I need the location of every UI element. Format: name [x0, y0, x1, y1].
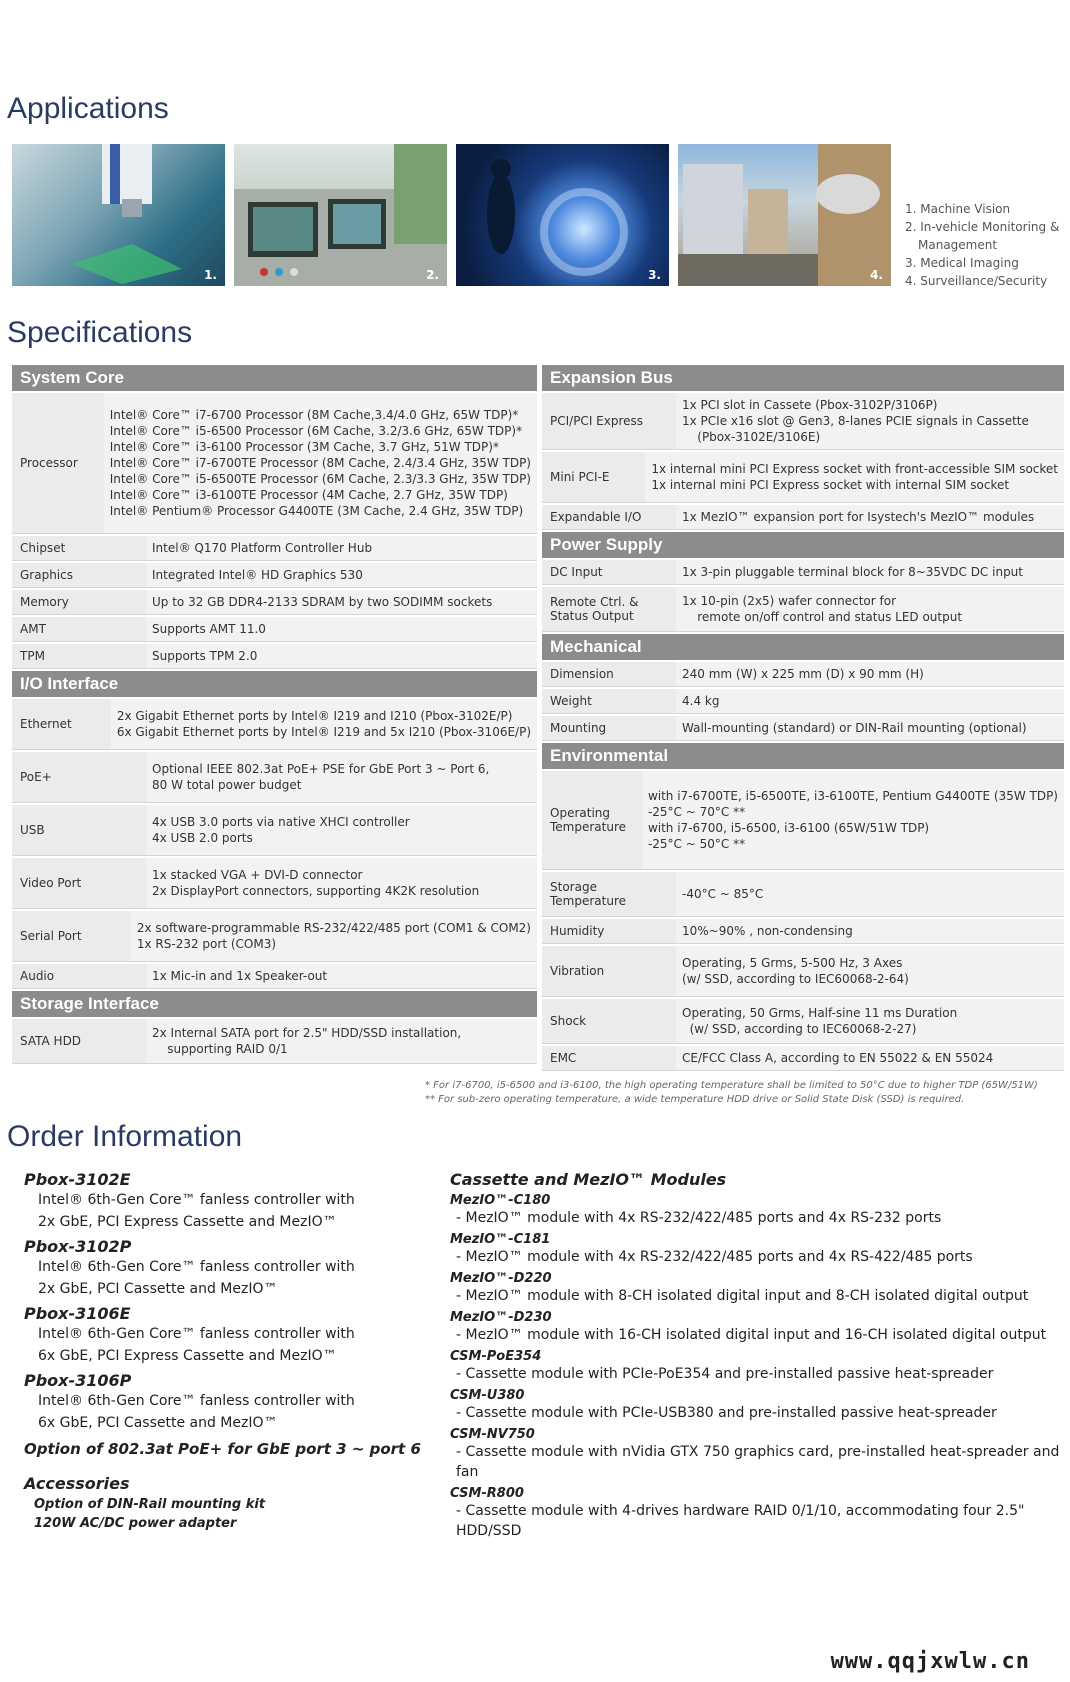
- order-products: [24, 1166, 424, 1531]
- spec-label: Mounting: [542, 716, 676, 740]
- spec-value-line: CE/FCC Class A, according to EN 55022 & EN 55024: [682, 1051, 994, 1065]
- spec-label: Storage Temperature: [542, 872, 676, 916]
- spec-label: EMC: [542, 1046, 676, 1070]
- medical-imaging-photo: [456, 144, 669, 286]
- spec-value: [676, 946, 1064, 996]
- spec-value: [146, 563, 537, 587]
- spec-value-line: 2x Gigabit Ethernet ports by Intel® I219 and I210 (Pbox-3102E/P): [116, 709, 513, 723]
- spec-label: Audio: [12, 964, 146, 988]
- product-name: Pbox-3106P: [24, 1371, 132, 1390]
- spec-label: Memory: [12, 590, 146, 614]
- spec-row: [12, 805, 537, 856]
- spec-label: Operating Temperature: [542, 771, 642, 869]
- module-name: CSM-U380: [450, 1388, 525, 1403]
- spec-value-line: Supports TPM 2.0: [152, 649, 258, 663]
- spec-label: Vibration: [542, 946, 676, 996]
- spec-row: [12, 911, 537, 962]
- machine-vision-photo: [12, 144, 225, 286]
- product-desc: Intel® 6th-Gen Core™ fanless controller with: [38, 1326, 355, 1342]
- spec-row: [542, 452, 1064, 503]
- spec-value: [642, 771, 1064, 869]
- poe-option: Option of 802.3at PoE+ for GbE port 3 ~ port 6: [24, 1440, 421, 1458]
- spec-value-line: 4.4 kg: [682, 694, 720, 708]
- spec-value-line: Wall-mounting (standard) or DIN-Rail mounting (optional): [682, 721, 1027, 735]
- app-item: Management: [918, 238, 998, 252]
- spec-value-line: Operating, 50 Grms, Half-sine 11 ms Duration: [682, 1006, 958, 1020]
- spec-value: [111, 699, 537, 749]
- spec-value-line: Up to 32 GB DDR4-2133 SDRAM by two SODIMM sockets: [152, 595, 493, 609]
- spec-value-line: -40°C ~ 85°C: [682, 887, 764, 901]
- spec-value-line: 1x RS-232 port (COM3): [136, 937, 277, 951]
- spec-value-line: Intel® Pentium® Processor G4400TE (3M Cache, 2.4 GHz, 35W TDP): [109, 504, 524, 518]
- spec-value: [676, 1046, 1064, 1070]
- spec-value-line: 1x 10-pin (2x5) wafer connector for: [682, 594, 897, 608]
- spec-row: [12, 617, 537, 642]
- accessories-title: Accessories: [24, 1474, 130, 1493]
- spec-footnotes: [425, 1079, 1038, 1107]
- spec-value-line: Operating, 5 Grms, 5-500 Hz, 3 Axes: [682, 956, 903, 970]
- spec-value-line: 1x internal mini PCI Express socket with internal SIM socket: [651, 478, 1010, 492]
- spec-value: [104, 393, 537, 533]
- spec-value-line: 4x USB 3.0 ports via native XHCI controller: [152, 815, 410, 829]
- spec-value-line: Intel® Q170 Platform Controller Hub: [152, 541, 373, 555]
- app-item: 4. Surveillance/Security: [905, 274, 1048, 288]
- spec-value-line: 2x software-programmable RS-232/422/485 port (COM1 & COM2): [136, 921, 531, 935]
- spec-row: [12, 858, 537, 909]
- app-item: 2. In-vehicle Monitoring &: [905, 220, 1060, 234]
- spec-value: [146, 536, 537, 560]
- photo-number: 2.: [426, 268, 439, 282]
- spec-value-line: 1x PCIe x16 slot @ Gen3, 8-lanes PCIE signals in Cassette: [682, 414, 1029, 428]
- watermark: www.qqjxwlw.cn: [830, 1649, 1030, 1674]
- spec-label: PoE+: [12, 752, 146, 802]
- spec-value: [676, 689, 1064, 713]
- product-name: Pbox-3106E: [24, 1304, 131, 1323]
- spec-value-line: with i7-6700, i5-6500, i3-6100 (65W/51W TDP): [647, 821, 930, 835]
- photo-number: 3.: [648, 268, 661, 282]
- spec-row: [12, 563, 537, 588]
- spec-value-line: 1x PCI slot in Cassete (Pbox-3102P/3106P): [682, 398, 938, 412]
- spec-row: [12, 964, 537, 989]
- footnote: ** For sub-zero operating temperature, a wide temperature HDD drive or Solid State Disk (SSD) is required.: [425, 1094, 965, 1105]
- spec-label: Shock: [542, 999, 676, 1043]
- module-desc: - MezIO™ module with 8-CH isolated digital input and 8-CH isolated digital output: [456, 1288, 1029, 1304]
- spec-label: Weight: [542, 689, 676, 713]
- spec-label: Graphics: [12, 563, 146, 587]
- photo-number: 1.: [204, 268, 217, 282]
- product-desc: 2x GbE, PCI Cassette and MezIO™: [38, 1281, 278, 1297]
- spec-value: [146, 1019, 537, 1063]
- surveillance-photo: [678, 144, 891, 286]
- spec-row: [542, 771, 1064, 870]
- spec-value-line: 80 W total power budget: [152, 778, 302, 792]
- spec-value-line: -25°C ~ 50°C **: [647, 837, 746, 851]
- product-desc: Intel® 6th-Gen Core™ fanless controller with: [38, 1192, 355, 1208]
- spec-value: [676, 662, 1064, 686]
- spec-row: [12, 644, 537, 669]
- spec-value-line: remote on/off control and status LED output: [682, 610, 963, 624]
- spec-value-line: Supports AMT 11.0: [152, 622, 266, 636]
- spec-value-line: 6x Gigabit Ethernet ports by Intel® I219 and 5x I210 (Pbox-3106E/P): [116, 725, 531, 739]
- product-name: Pbox-3102P: [24, 1237, 132, 1256]
- spec-value-line: 1x stacked VGA + DVI-D connector: [152, 868, 363, 882]
- module-desc: - Cassette module with PCIe-USB380 and pre-installed passive heat-spreader: [456, 1405, 997, 1421]
- section-header: Storage Interface: [12, 991, 537, 1017]
- in-vehicle-photo: [234, 144, 447, 286]
- module-name: CSM-PoE354: [450, 1349, 542, 1364]
- modules-title: Cassette and MezIO™ Modules: [450, 1170, 727, 1189]
- spec-label: Remote Ctrl. & Status Output: [542, 587, 676, 631]
- spec-value-line: -25°C ~ 70°C **: [647, 805, 746, 819]
- section-header: Mechanical: [542, 634, 1064, 660]
- spec-value-line: Intel® Core™ i3-6100TE Processor (4M Cache, 2.7 GHz, 35W TDP): [109, 488, 508, 502]
- spec-value-line: Optional IEEE 802.3at PoE+ PSE for GbE Port 3 ~ Port 6,: [152, 762, 490, 776]
- spec-value: [676, 919, 1064, 943]
- spec-row: [542, 872, 1064, 917]
- module-name: MezIO™-C180: [450, 1193, 551, 1208]
- section-header: I/O Interface: [12, 671, 537, 697]
- spec-value: [676, 393, 1064, 449]
- spec-row: [12, 1019, 537, 1064]
- module-name: CSM-NV750: [450, 1427, 535, 1442]
- spec-label: Serial Port: [12, 911, 131, 961]
- spec-label: USB: [12, 805, 146, 855]
- spec-value-line: Intel® Core™ i5-6500TE Processor (6M Cache, 2.3/3.3 GHz, 35W TDP): [109, 472, 531, 486]
- spec-row: [12, 699, 537, 750]
- spec-row: [542, 919, 1064, 944]
- spec-value: [676, 872, 1064, 916]
- spec-label: Dimension: [542, 662, 676, 686]
- spec-label: Mini PCI-E: [542, 452, 645, 502]
- spec-value-line: 2x Internal SATA port for 2.5" HDD/SSD installation,: [152, 1026, 462, 1040]
- spec-value: [676, 505, 1064, 529]
- product-desc: 2x GbE, PCI Express Cassette and MezIO™: [38, 1214, 337, 1230]
- section-header: System Core: [12, 365, 537, 391]
- module-name: MezIO™-C181: [450, 1232, 551, 1247]
- module-desc: - Cassette module with 4-drives hardware RAID 0/1/10, accommodating four 2.5" HDD/SSD: [456, 1503, 1025, 1539]
- spec-value: [146, 805, 537, 855]
- spec-value-line: (w/ SSD, according to IEC60068-2-27): [682, 1022, 917, 1036]
- spec-value: [676, 587, 1064, 631]
- module-desc: - MezIO™ module with 4x RS-232/422/485 ports and 4x RS-422/485 ports: [456, 1249, 973, 1265]
- spec-row: [542, 946, 1064, 997]
- spec-value-line: Intel® Core™ i5-6500 Processor (6M Cache, 3.2/3.6 GHz, 65W TDP)*: [109, 424, 523, 438]
- footnote: * For i7-6700, i5-6500 and i3-6100, the high operating temperature shall be limited to 50°C due to higher TDP (65W/51W): [425, 1080, 1038, 1091]
- module-name: CSM-R800: [450, 1486, 524, 1501]
- product-desc: 6x GbE, PCI Cassette and MezIO™: [38, 1415, 278, 1431]
- spec-value: [676, 560, 1064, 584]
- spec-value: [146, 858, 537, 908]
- section-header: Expansion Bus: [542, 365, 1064, 391]
- spec-row: [542, 716, 1064, 741]
- spec-value-line: 4x USB 2.0 ports: [152, 831, 253, 845]
- spec-value: [146, 617, 537, 641]
- spec-value-line: Intel® Core™ i7-6700TE Processor (8M Cache, 2.4/3.4 GHz, 35W TDP): [109, 456, 531, 470]
- spec-label: DC Input: [542, 560, 676, 584]
- spec-value-line: Integrated Intel® HD Graphics 530: [152, 568, 363, 582]
- accessory-item: Option of DIN-Rail mounting kit: [34, 1497, 266, 1512]
- order-title: Order Information: [7, 1120, 243, 1153]
- spec-value: [146, 644, 537, 668]
- spec-value-line: 1x internal mini PCI Express socket with front-accessible SIM socket: [651, 462, 1058, 476]
- spec-row: [542, 1046, 1064, 1071]
- spec-row: [12, 393, 537, 534]
- spec-row: [542, 999, 1064, 1044]
- spec-value: [146, 964, 537, 988]
- spec-value-line: (Pbox-3102E/3106E): [682, 430, 821, 444]
- product-desc: 6x GbE, PCI Express Cassette and MezIO™: [38, 1348, 337, 1364]
- spec-value: [676, 716, 1064, 740]
- module-desc: - MezIO™ module with 16-CH isolated digital input and 16-CH isolated digital output: [456, 1327, 1047, 1343]
- section-header: Power Supply: [542, 532, 1064, 558]
- spec-row: [542, 393, 1064, 450]
- spec-value: [131, 911, 537, 961]
- spec-label: Ethernet: [12, 699, 111, 749]
- spec-row: [542, 505, 1064, 530]
- spec-value-line: (w/ SSD, according to IEC60068-2-64): [682, 972, 909, 986]
- spec-row: [12, 590, 537, 615]
- section-header: Environmental: [542, 743, 1064, 769]
- spec-row: [542, 689, 1064, 714]
- spec-value-line: Intel® Core™ i7-6700 Processor (8M Cache,3.4/4.0 GHz, 65W TDP)*: [109, 408, 519, 422]
- spec-label: Chipset: [12, 536, 146, 560]
- spec-row: [12, 536, 537, 561]
- spec-value-line: 1x MezIO™ expansion port for Isystech's MezIO™ modules: [682, 510, 1035, 524]
- specs-left-column: [12, 365, 537, 1066]
- applications-list: [905, 200, 1065, 290]
- spec-value-line: supporting RAID 0/1: [152, 1042, 288, 1056]
- spec-row: [542, 560, 1064, 585]
- photo-number: 4.: [870, 268, 883, 282]
- module-name: MezIO™-D230: [450, 1310, 552, 1325]
- spec-row: [542, 587, 1064, 632]
- spec-row: [12, 752, 537, 803]
- app-item: 1. Machine Vision: [905, 202, 1011, 216]
- spec-value: [146, 590, 537, 614]
- module-name: MezIO™-D220: [450, 1271, 552, 1286]
- accessory-item: 120W AC/DC power adapter: [34, 1516, 237, 1531]
- spec-label: AMT: [12, 617, 146, 641]
- spec-value: [645, 452, 1064, 502]
- spec-label: Humidity: [542, 919, 676, 943]
- spec-label: Expandable I/O: [542, 505, 676, 529]
- spec-label: PCI/PCI Express: [542, 393, 676, 449]
- product-name: Pbox-3102E: [24, 1170, 131, 1189]
- spec-value-line: 1x 3-pin pluggable terminal block for 8~35VDC DC input: [682, 565, 1023, 579]
- specs-right-column: [542, 365, 1064, 1073]
- app-item: 3. Medical Imaging: [905, 256, 1019, 270]
- module-desc: - Cassette module with nVidia GTX 750 graphics card, pre-installed heat-spreader and fan: [456, 1444, 1060, 1480]
- product-desc: Intel® 6th-Gen Core™ fanless controller with: [38, 1259, 355, 1275]
- spec-label: Processor: [12, 393, 104, 533]
- module-desc: - MezIO™ module with 4x RS-232/422/485 ports and 4x RS-232 ports: [456, 1210, 942, 1226]
- product-desc: Intel® 6th-Gen Core™ fanless controller with: [38, 1393, 355, 1409]
- spec-value: [676, 999, 1064, 1043]
- spec-value-line: 2x DisplayPort connectors, supporting 4K2K resolution: [152, 884, 480, 898]
- spec-label: Video Port: [12, 858, 146, 908]
- spec-row: [542, 662, 1064, 687]
- spec-label: SATA HDD: [12, 1019, 146, 1063]
- spec-value-line: Intel® Core™ i3-6100 Processor (3M Cache, 3.7 GHz, 51W TDP)*: [109, 440, 499, 454]
- spec-value-line: with i7-6700TE, i5-6500TE, i3-6100TE, Pentium G4400TE (35W TDP): [647, 789, 1058, 803]
- spec-value: [146, 752, 537, 802]
- spec-value-line: 10%~90% , non-condensing: [682, 924, 853, 938]
- applications-title: Applications: [7, 92, 169, 125]
- spec-value-line: 1x Mic-in and 1x Speaker-out: [152, 969, 328, 983]
- spec-label: TPM: [12, 644, 146, 668]
- specifications-title: Specifications: [7, 316, 193, 349]
- spec-value-line: 240 mm (W) x 225 mm (D) x 90 mm (H): [682, 667, 924, 681]
- order-modules: [450, 1166, 1065, 1541]
- module-desc: - Cassette module with PCIe-PoE354 and pre-installed passive heat-spreader: [456, 1366, 994, 1382]
